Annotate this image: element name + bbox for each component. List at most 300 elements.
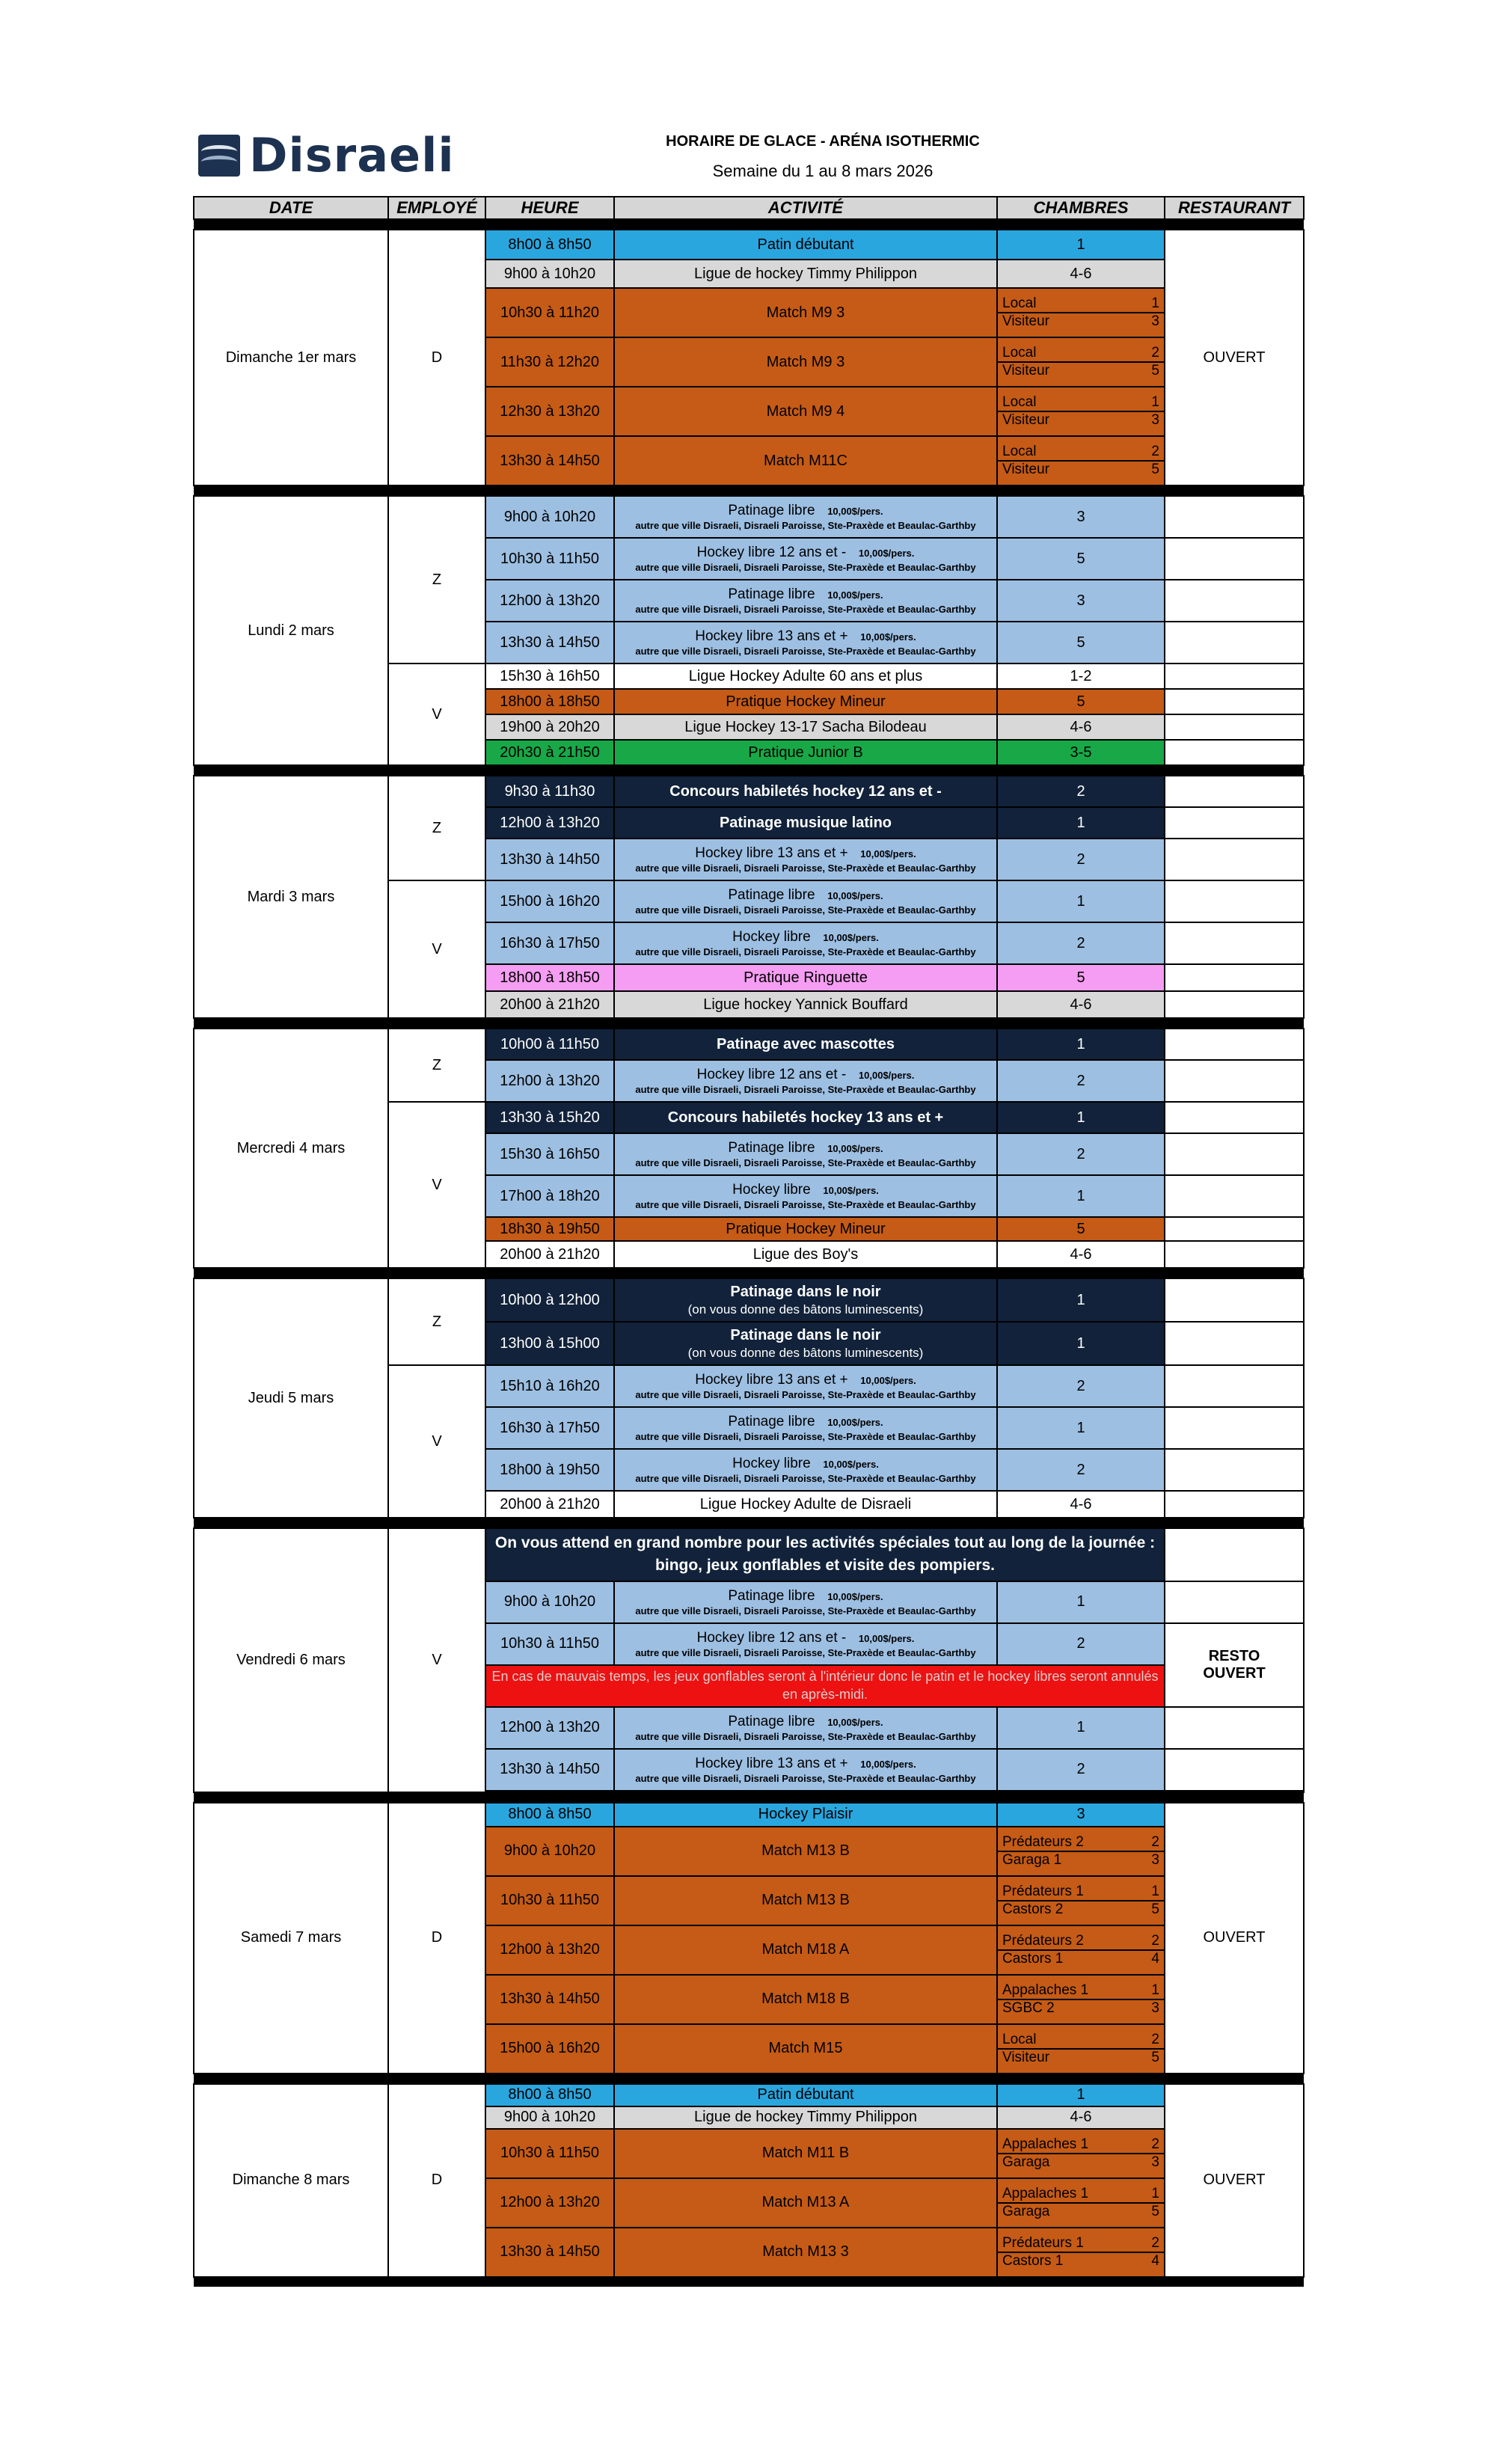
team-label: Garaga 1 <box>1002 1851 1062 1868</box>
col-header-employe: EMPLOYÉ <box>388 197 485 219</box>
page-title: HORAIRE DE GLACE - ARÉNA ISOTHERMIC <box>666 133 980 150</box>
team-label: Castors 1 <box>1002 2252 1064 2269</box>
row-time: 10h00 à 12h00 <box>485 1278 614 1322</box>
row-restaurant <box>1165 1581 1304 1623</box>
row-activity: Patinage musique latino <box>614 807 997 839</box>
col-header-chambres: CHAMBRES <box>997 197 1165 219</box>
day-employee: V <box>388 1102 485 1268</box>
row-restaurant <box>1165 740 1304 765</box>
price-note: 10,00$/pers. <box>827 589 883 601</box>
row-activity: Ligue de hockey Timmy Philippon <box>614 260 997 288</box>
row-chambres: 2 <box>997 1365 1165 1407</box>
row-chambres <box>997 1876 1165 1925</box>
special-banner <box>485 1528 1165 1581</box>
activity-name: Hockey libre 12 ans et - <box>696 545 847 561</box>
row-activity: Match M9 3 <box>614 337 997 387</box>
activity-subnote: (on vous donne des bâtons luminescents) <box>687 1302 924 1317</box>
residency-note: autre que ville Disraeli, Disraeli Paroisse, Ste-Praxède et Beaulac-Garthby <box>635 646 976 658</box>
row-time: 10h00 à 11h50 <box>485 1029 614 1060</box>
row-time: 15h00 à 16h20 <box>485 2024 614 2074</box>
row-chambres <box>997 2024 1165 2074</box>
day-employee: V <box>388 880 485 1018</box>
day-employee: V <box>388 663 485 765</box>
team-room: 3 <box>1151 412 1159 428</box>
price-note: 10,00$/pers. <box>860 1375 916 1387</box>
day-employee: V <box>388 1365 485 1518</box>
team-room: 2 <box>1151 2234 1159 2251</box>
team-room: 1 <box>1151 295 1159 311</box>
activity-name: Hockey libre 12 ans et - <box>696 1630 847 1646</box>
page-subtitle: Semaine du 1 au 8 mars 2026 <box>712 162 934 180</box>
day-employee: V <box>388 1528 485 1792</box>
row-time: 8h00 à 8h50 <box>485 230 614 260</box>
activity-name: Patinage libre <box>728 503 815 519</box>
row-chambres: 1 <box>997 1175 1165 1217</box>
row-chambres: 5 <box>997 622 1165 663</box>
row-activity <box>614 1060 997 1102</box>
row-chambres: 1 <box>997 2084 1165 2106</box>
row-chambres <box>997 1827 1165 1876</box>
col-header-restaurant: RESTAURANT <box>1165 197 1304 219</box>
row-chambres: 3-5 <box>997 740 1165 765</box>
price-note: 10,00$/pers. <box>827 1417 883 1429</box>
row-restaurant <box>1165 1707 1304 1749</box>
row-chambres: 5 <box>997 538 1165 580</box>
row-activity: Concours habiletés hockey 12 ans et - <box>614 776 997 807</box>
row-chambres: 3 <box>997 496 1165 538</box>
row-time: 12h00 à 13h20 <box>485 1707 614 1749</box>
row-chambres: 1 <box>997 1322 1165 1365</box>
residency-note: autre que ville Disraeli, Disraeli Paroisse, Ste-Praxède et Beaulac-Garthby <box>635 1199 976 1211</box>
row-chambres <box>997 2129 1165 2178</box>
row-chambres: 2 <box>997 839 1165 880</box>
activity-name: Hockey libre 13 ans et + <box>695 1756 848 1772</box>
price-note: 10,00$/pers. <box>860 1759 916 1771</box>
row-time: 16h30 à 17h50 <box>485 922 614 964</box>
activity-name: Patinage libre <box>728 1140 815 1156</box>
row-activity <box>614 538 997 580</box>
residency-note: autre que ville Disraeli, Disraeli Paroisse, Ste-Praxède et Beaulac-Garthby <box>635 1389 976 1401</box>
row-activity <box>614 1407 997 1449</box>
row-restaurant <box>1165 1449 1304 1491</box>
row-chambres: 2 <box>997 922 1165 964</box>
table-row <box>194 1278 1304 1322</box>
team-room: 3 <box>1151 1999 1159 2016</box>
day-employee: D <box>388 1803 485 2074</box>
price-note: 10,00$/pers. <box>858 1633 915 1645</box>
team-label: Appalaches 1 <box>1002 2136 1089 2152</box>
team-room: 3 <box>1151 1851 1159 1868</box>
row-restaurant <box>1165 496 1304 538</box>
day-employee: Z <box>388 1278 485 1365</box>
row-chambres: 1 <box>997 880 1165 922</box>
warning-text: En cas de mauvais temps, les jeux gonflables seront à l'intérieur donc le patin et le hockey libres seront annulés en après-midi. <box>491 1669 1159 1702</box>
row-time: 10h30 à 11h50 <box>485 1876 614 1925</box>
row-time: 10h30 à 11h50 <box>485 538 614 580</box>
residency-note: autre que ville Disraeli, Disraeli Paroisse, Ste-Praxède et Beaulac-Garthby <box>635 604 976 616</box>
table-row <box>194 776 1304 807</box>
row-time: 12h00 à 13h20 <box>485 1060 614 1102</box>
row-activity: Match M13 B <box>614 1827 997 1876</box>
day-date: Dimanche 8 mars <box>194 2084 388 2277</box>
row-time: 9h00 à 10h20 <box>485 1581 614 1623</box>
row-restaurant <box>1165 922 1304 964</box>
row-time: 12h00 à 13h20 <box>485 2178 614 2228</box>
activity-name: Patinage dans le noir <box>730 1283 881 1300</box>
row-restaurant <box>1165 714 1304 740</box>
day-date: Samedi 7 mars <box>194 1803 388 2074</box>
row-chambres <box>997 1975 1165 2024</box>
team-room: 4 <box>1151 2252 1159 2269</box>
row-chambres: 1 <box>997 1581 1165 1623</box>
row-activity: Ligue de hockey Timmy Philippon <box>614 2106 997 2129</box>
activity-name: Hockey libre 13 ans et + <box>695 845 848 862</box>
activity-name: Patinage libre <box>728 887 815 904</box>
team-label: Prédateurs 2 <box>1002 1932 1084 1949</box>
row-time: 15h30 à 16h50 <box>485 1133 614 1175</box>
team-label: Castors 1 <box>1002 1950 1064 1967</box>
residency-note: autre que ville Disraeli, Disraeli Paroisse, Ste-Praxède et Beaulac-Garthby <box>635 562 976 574</box>
row-time: 15h00 à 16h20 <box>485 880 614 922</box>
row-activity: Concours habiletés hockey 13 ans et + <box>614 1102 997 1133</box>
row-restaurant <box>1165 663 1304 689</box>
team-label: Local <box>1002 394 1037 410</box>
row-chambres <box>997 2178 1165 2228</box>
row-time: 20h00 à 21h20 <box>485 1241 614 1268</box>
schedule-table <box>193 196 1305 2287</box>
row-restaurant <box>1165 1491 1304 1518</box>
activity-name: Hockey libre 13 ans et + <box>695 628 848 645</box>
row-time: 18h00 à 19h50 <box>485 1449 614 1491</box>
row-time: 18h00 à 18h50 <box>485 689 614 714</box>
team-label: Garaga <box>1002 2154 1050 2170</box>
row-chambres <box>997 387 1165 436</box>
row-activity: Pratique Hockey Mineur <box>614 1217 997 1241</box>
price-note: 10,00$/pers. <box>860 631 916 643</box>
row-chambres: 3 <box>997 1803 1165 1827</box>
row-restaurant <box>1165 964 1304 991</box>
row-restaurant <box>1165 1407 1304 1449</box>
row-chambres: 1 <box>997 1407 1165 1449</box>
col-header-date: DATE <box>194 197 388 219</box>
activity-name: Hockey libre <box>732 1456 811 1472</box>
logo-text: Disraeli <box>249 128 455 183</box>
row-time: 15h10 à 16h20 <box>485 1365 614 1407</box>
activity-name: Patinage libre <box>728 586 815 603</box>
row-chambres <box>997 2228 1165 2277</box>
row-time: 11h30 à 12h20 <box>485 337 614 387</box>
row-chambres: 2 <box>997 776 1165 807</box>
day-restaurant: OUVERT <box>1165 1803 1304 2074</box>
restaurant-line-2: OUVERT <box>1203 1664 1266 1682</box>
price-note: 10,00$/pers. <box>827 1143 883 1155</box>
team-label: Prédateurs 1 <box>1002 1883 1084 1899</box>
row-activity: Ligue Hockey Adulte 60 ans et plus <box>614 663 997 689</box>
team-label: Appalaches 1 <box>1002 1982 1089 1998</box>
row-activity: Match M15 <box>614 2024 997 2074</box>
price-note: 10,00$/pers. <box>823 1185 879 1197</box>
row-chambres: 2 <box>997 1749 1165 1791</box>
row-activity: Patin débutant <box>614 2084 997 2106</box>
row-time: 13h30 à 14h50 <box>485 2228 614 2277</box>
row-chambres: 1-2 <box>997 663 1165 689</box>
row-restaurant <box>1165 1365 1304 1407</box>
row-time: 9h30 à 11h30 <box>485 776 614 807</box>
residency-note: autre que ville Disraeli, Disraeli Paroisse, Ste-Praxède et Beaulac-Garthby <box>635 862 976 874</box>
row-time: 10h30 à 11h50 <box>485 2129 614 2178</box>
row-chambres: 5 <box>997 1217 1165 1241</box>
row-restaurant <box>1165 580 1304 622</box>
table-row <box>194 230 1304 260</box>
residency-note: autre que ville Disraeli, Disraeli Paroisse, Ste-Praxède et Beaulac-Garthby <box>635 1605 976 1617</box>
row-time: 15h30 à 16h50 <box>485 663 614 689</box>
price-note: 10,00$/pers. <box>858 548 915 560</box>
day-date: Lundi 2 mars <box>194 496 388 765</box>
row-time: 12h00 à 13h20 <box>485 1925 614 1975</box>
row-time: 13h30 à 14h50 <box>485 839 614 880</box>
row-activity <box>614 1322 997 1365</box>
residency-note: autre que ville Disraeli, Disraeli Paroisse, Ste-Praxède et Beaulac-Garthby <box>635 1731 976 1743</box>
row-time: 10h30 à 11h20 <box>485 288 614 337</box>
row-restaurant <box>1165 1322 1304 1365</box>
row-time: 12h00 à 13h20 <box>485 807 614 839</box>
day-employee: Z <box>388 496 485 663</box>
team-room: 4 <box>1151 1950 1159 1967</box>
row-chambres: 4-6 <box>997 1491 1165 1518</box>
price-note: 10,00$/pers. <box>858 1070 915 1082</box>
row-activity <box>614 1707 997 1749</box>
team-label: Visiteur <box>1002 412 1050 428</box>
team-room: 1 <box>1151 2185 1159 2201</box>
table-row <box>194 1528 1304 1581</box>
row-activity: Pratique Ringuette <box>614 964 997 991</box>
row-restaurant <box>1165 991 1304 1018</box>
row-activity <box>614 1278 997 1322</box>
row-restaurant <box>1165 1749 1304 1791</box>
price-note: 10,00$/pers. <box>823 1459 879 1471</box>
row-restaurant <box>1165 1278 1304 1322</box>
row-time: 20h30 à 21h50 <box>485 740 614 765</box>
row-activity <box>614 1581 997 1623</box>
team-label: Visiteur <box>1002 363 1050 379</box>
row-restaurant <box>1165 1217 1304 1241</box>
table-row <box>194 496 1304 538</box>
team-room: 5 <box>1151 2049 1159 2065</box>
row-activity: Pratique Junior B <box>614 740 997 765</box>
row-activity: Pratique Hockey Mineur <box>614 689 997 714</box>
row-time: 13h30 à 15h20 <box>485 1102 614 1133</box>
team-label: Visiteur <box>1002 2049 1050 2065</box>
table-header-row <box>194 197 1304 219</box>
row-chambres: 4-6 <box>997 2106 1165 2129</box>
table-row <box>194 1803 1304 1827</box>
weather-warning <box>485 1665 1165 1707</box>
price-note: 10,00$/pers. <box>827 506 883 518</box>
restaurant-line-1: RESTO <box>1208 1647 1260 1664</box>
activity-name: Patinage libre <box>728 1714 815 1730</box>
team-label: Local <box>1002 345 1037 361</box>
team-room: 2 <box>1151 1833 1159 1850</box>
row-time: 8h00 à 8h50 <box>485 1803 614 1827</box>
row-restaurant <box>1165 1175 1304 1217</box>
activity-name: Patinage dans le noir <box>730 1326 881 1343</box>
row-chambres <box>997 1925 1165 1975</box>
row-activity: Match M9 4 <box>614 387 997 436</box>
price-note: 10,00$/pers. <box>860 848 916 860</box>
row-time: 18h30 à 19h50 <box>485 1217 614 1241</box>
row-restaurant <box>1165 689 1304 714</box>
row-restaurant <box>1165 776 1304 807</box>
row-restaurant <box>1165 1528 1304 1581</box>
activity-name: Hockey libre <box>732 929 811 946</box>
day-date: Dimanche 1er mars <box>194 230 388 485</box>
team-room: 2 <box>1151 2031 1159 2047</box>
row-chambres: 4-6 <box>997 991 1165 1018</box>
price-note: 10,00$/pers. <box>827 1717 883 1729</box>
row-activity <box>614 839 997 880</box>
row-chambres: 1 <box>997 1278 1165 1322</box>
team-room: 2 <box>1151 444 1159 459</box>
residency-note: autre que ville Disraeli, Disraeli Paroisse, Ste-Praxède et Beaulac-Garthby <box>635 520 976 532</box>
team-room: 3 <box>1151 2154 1159 2170</box>
day-date: Mardi 3 mars <box>194 776 388 1018</box>
day-employee: D <box>388 2084 485 2277</box>
team-room: 5 <box>1151 2203 1159 2219</box>
row-restaurant <box>1165 1241 1304 1268</box>
row-activity: Ligue Hockey Adulte de Disraeli <box>614 1491 997 1518</box>
day-employee: D <box>388 230 485 485</box>
banner-text: On vous attend en grand nombre pour les activités spéciales tout au long de la journée : bingo, jeux gonflables et visite des pompiers. <box>494 1534 1156 1575</box>
team-room: 5 <box>1151 462 1159 477</box>
activity-name: Hockey libre 12 ans et - <box>696 1067 847 1083</box>
residency-note: autre que ville Disraeli, Disraeli Paroisse, Ste-Praxède et Beaulac-Garthby <box>635 1773 976 1785</box>
row-activity <box>614 880 997 922</box>
day-employee: Z <box>388 1029 485 1102</box>
row-chambres: 2 <box>997 1623 1165 1665</box>
row-activity <box>614 496 997 538</box>
row-time: 16h30 à 17h50 <box>485 1407 614 1449</box>
row-time: 13h30 à 14h50 <box>485 1749 614 1791</box>
row-time: 9h00 à 10h20 <box>485 1827 614 1876</box>
team-label: SGBC 2 <box>1002 1999 1055 2016</box>
row-time: 9h00 à 10h20 <box>485 496 614 538</box>
row-activity <box>614 1133 997 1175</box>
row-time: 9h00 à 10h20 <box>485 2106 614 2129</box>
row-chambres <box>997 337 1165 387</box>
team-label: Garaga <box>1002 2203 1050 2219</box>
day-date: Jeudi 5 mars <box>194 1278 388 1518</box>
price-note: 10,00$/pers. <box>827 1591 883 1603</box>
team-label: Prédateurs 1 <box>1002 2234 1084 2251</box>
row-chambres: 4-6 <box>997 714 1165 740</box>
residency-note: autre que ville Disraeli, Disraeli Paroisse, Ste-Praxède et Beaulac-Garthby <box>635 946 976 958</box>
team-room: 2 <box>1151 2136 1159 2152</box>
row-time: 12h00 à 13h20 <box>485 580 614 622</box>
row-chambres: 1 <box>997 1102 1165 1133</box>
row-activity: Match M11C <box>614 436 997 485</box>
team-room: 2 <box>1151 1932 1159 1949</box>
row-activity: Hockey Plaisir <box>614 1803 997 1827</box>
day-date: Vendredi 6 mars <box>194 1528 388 1792</box>
row-chambres <box>997 288 1165 337</box>
day-restaurant <box>1165 1623 1304 1707</box>
row-activity <box>614 1749 997 1791</box>
team-label: Appalaches 1 <box>1002 2185 1089 2201</box>
activity-name: Patinage libre <box>728 1414 815 1430</box>
row-time: 13h00 à 15h00 <box>485 1322 614 1365</box>
row-chambres: 3 <box>997 580 1165 622</box>
team-label: Prédateurs 2 <box>1002 1833 1084 1850</box>
row-restaurant <box>1165 880 1304 922</box>
page-header <box>0 0 1496 194</box>
team-label: Castors 2 <box>1002 1901 1064 1917</box>
day-date: Mercredi 4 mars <box>194 1029 388 1268</box>
row-activity <box>614 1623 997 1665</box>
row-activity <box>614 1175 997 1217</box>
price-note: 10,00$/pers. <box>823 932 879 944</box>
activity-name: Patinage libre <box>728 1588 815 1605</box>
row-chambres: 2 <box>997 1060 1165 1102</box>
row-chambres: 4-6 <box>997 1241 1165 1268</box>
team-room: 5 <box>1151 363 1159 379</box>
row-chambres: 2 <box>997 1449 1165 1491</box>
residency-note: autre que ville Disraeli, Disraeli Paroisse, Ste-Praxède et Beaulac-Garthby <box>635 1157 976 1169</box>
team-label: Visiteur <box>1002 462 1050 477</box>
residency-note: autre que ville Disraeli, Disraeli Paroisse, Ste-Praxède et Beaulac-Garthby <box>635 1647 976 1659</box>
team-room: 1 <box>1151 394 1159 410</box>
row-time: 8h00 à 8h50 <box>485 2084 614 2106</box>
row-activity: Patinage avec mascottes <box>614 1029 997 1060</box>
price-note: 10,00$/pers. <box>827 890 883 902</box>
team-room: 5 <box>1151 1901 1159 1917</box>
row-chambres: 4-6 <box>997 260 1165 288</box>
row-restaurant <box>1165 1029 1304 1060</box>
row-time: 13h30 à 14h50 <box>485 622 614 663</box>
residency-note: autre que ville Disraeli, Disraeli Paroisse, Ste-Praxède et Beaulac-Garthby <box>635 1473 976 1485</box>
day-restaurant: OUVERT <box>1165 230 1304 485</box>
row-restaurant <box>1165 807 1304 839</box>
activity-name: Hockey libre <box>732 1182 811 1198</box>
team-label: Local <box>1002 444 1037 459</box>
team-room: 1 <box>1151 1883 1159 1899</box>
table-row <box>194 2084 1304 2106</box>
residency-note: autre que ville Disraeli, Disraeli Paroisse, Ste-Praxède et Beaulac-Garthby <box>635 1431 976 1443</box>
team-room: 2 <box>1151 345 1159 361</box>
row-restaurant <box>1165 1102 1304 1133</box>
row-restaurant <box>1165 1060 1304 1102</box>
row-restaurant <box>1165 538 1304 580</box>
row-time: 9h00 à 10h20 <box>485 260 614 288</box>
row-chambres: 5 <box>997 964 1165 991</box>
team-room: 3 <box>1151 313 1159 329</box>
row-chambres: 2 <box>997 1133 1165 1175</box>
row-activity: Ligue des Boy's <box>614 1241 997 1268</box>
row-activity: Match M9 3 <box>614 288 997 337</box>
row-time: 20h00 à 21h20 <box>485 991 614 1018</box>
row-activity: Match M18 A <box>614 1925 997 1975</box>
row-time: 19h00 à 20h20 <box>485 714 614 740</box>
row-restaurant <box>1165 839 1304 880</box>
row-chambres: 5 <box>997 689 1165 714</box>
row-time: 13h30 à 14h50 <box>485 436 614 485</box>
row-activity <box>614 1365 997 1407</box>
row-time: 12h30 à 13h20 <box>485 387 614 436</box>
activity-subnote: (on vous donne des bâtons luminescents) <box>687 1345 924 1360</box>
row-time: 20h00 à 21h20 <box>485 1491 614 1518</box>
day-restaurant: OUVERT <box>1165 2084 1304 2277</box>
col-header-heure: HEURE <box>485 197 614 219</box>
team-label: Local <box>1002 295 1037 311</box>
